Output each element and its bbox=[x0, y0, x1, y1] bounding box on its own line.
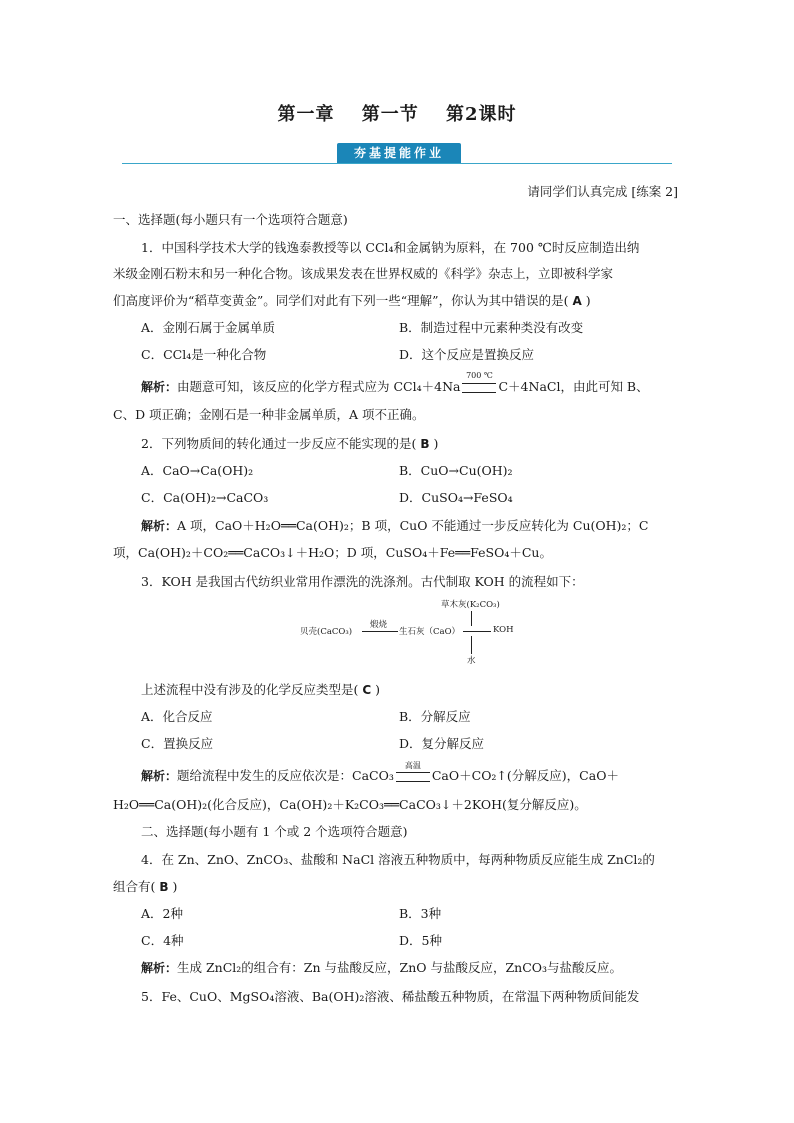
lesson-label: 第2课时 bbox=[446, 104, 517, 125]
practice-note: 请同学们认真完成 [练案 2] bbox=[527, 184, 678, 199]
q4-option-c: C．4种 bbox=[141, 933, 184, 948]
q2-option-c: C．Ca(OH)₂→CaCO₃ bbox=[141, 490, 269, 505]
q2-analysis: 解析：A 项，CaO＋H₂O══Ca(OH)₂；B 项，CuO 不能通过一步反应转化为 Cu(OH)₂；C bbox=[141, 518, 649, 533]
q1-option-b: B．制造过程中元素种类没有改变 bbox=[399, 320, 584, 335]
q3-line1: 3．KOH 是我国古代纺织业常用作漂洗的洗涤剂。古代制取 KOH 的流程如下： bbox=[141, 574, 584, 589]
q3-line2: 上述流程中没有涉及的化学反应类型是( C ) bbox=[141, 682, 381, 697]
q1-option-d: D．这个反应是置换反应 bbox=[399, 347, 535, 362]
q3-answer: C bbox=[362, 683, 372, 697]
page-title bbox=[0, 100, 794, 126]
q2-option-a: A．CaO→Ca(OH)₂ bbox=[141, 463, 254, 478]
q3-option-c: C．置换反应 bbox=[141, 736, 214, 751]
flow-bottom-label: 水 bbox=[467, 656, 476, 666]
q4-analysis: 解析：生成 ZnCl₂的组合有：Zn 与盐酸反应，ZnO 与盐酸反应，ZnCO₃与盐酸反应。 bbox=[141, 960, 623, 975]
q1-line1: 1．中国科学技术大学的钱逸泰教授等以 CCl₄和金属钠为原料，在 700 ℃时反应制造出纳 bbox=[141, 240, 640, 255]
flow-start-label: 贝壳(CaCO₃) bbox=[300, 627, 353, 637]
homework-badge: 夯基提能作业 bbox=[337, 143, 461, 163]
q3-analysis-line2: H₂O══Ca(OH)₂(化合反应)，Ca(OH)₂＋K₂CO₃══CaCO₃↓＋2KOH(复分解反应)。 bbox=[113, 797, 587, 812]
flow-step-label: 煅烧 bbox=[370, 620, 388, 630]
q1-analysis-line2: C、D 项正确；金刚石是一种非金属单质，A 项不正确。 bbox=[113, 407, 425, 422]
header-divider bbox=[122, 163, 672, 164]
q4-line2: 组合有( B ) bbox=[113, 879, 178, 894]
q2-line1: 2．下列物质间的转化通过一步反应不能实现的是( B ) bbox=[141, 436, 439, 451]
q1-option-c: C．CCl₄是一种化合物 bbox=[141, 347, 267, 362]
q4-option-b: B．3种 bbox=[399, 906, 442, 921]
q2-option-d: D．CuSO₄→FeSO₄ bbox=[399, 490, 513, 505]
part1-title: 一、选择题(每小题只有一个选项符合题意) bbox=[113, 212, 348, 227]
chapter-label: 第一章 bbox=[277, 104, 335, 125]
q3-option-a: A．化合反应 bbox=[141, 709, 213, 724]
q4-answer: B bbox=[159, 880, 169, 894]
q3-condition-sign: 高温 bbox=[396, 772, 430, 782]
q2-answer: B bbox=[420, 437, 430, 451]
q3-option-b: B．分解反应 bbox=[399, 709, 471, 724]
flow-arrow-2 bbox=[463, 631, 491, 632]
q1-line3: 们高度评价为“稻草变黄金”。同学们对此有下列一些“理解”，你认为其中错误的是( A ) bbox=[113, 293, 591, 308]
flow-bottom-arrow bbox=[471, 636, 472, 654]
q4-option-d: D．5种 bbox=[399, 933, 442, 948]
part2-title: 二、选择题(每小题有 1 个或 2 个选项符合题意) bbox=[141, 824, 408, 839]
q5-line1: 5．Fe、CuO、MgSO₄溶液、Ba(OH)₂溶液、稀盐酸五种物质，在常温下两种物质间能发 bbox=[141, 989, 640, 1004]
q2-option-b: B．CuO→Cu(OH)₂ bbox=[399, 463, 513, 478]
flow-top-arrow bbox=[471, 611, 472, 626]
q1-answer: A bbox=[572, 294, 582, 308]
q4-option-a: A．2种 bbox=[141, 906, 183, 921]
koh-flow-diagram bbox=[300, 598, 540, 670]
flow-arrow-1 bbox=[362, 631, 398, 632]
q1-line2: 米级金刚石粉末和另一种化合物。该成果发表在世界权威的《科学》杂志上，立即被科学家 bbox=[113, 266, 614, 281]
flow-middle-label: 生石灰（CaO） bbox=[399, 627, 461, 637]
flow-top-label: 草木灰(K₂CO₃) bbox=[441, 600, 500, 610]
q4-line1: 4．在 Zn、ZnO、ZnCO₃、盐酸和 NaCl 溶液五种物质中，每两种物质反应能生成 ZnCl₂的 bbox=[141, 852, 655, 867]
q1-condition-sign: 700 ℃ bbox=[462, 383, 496, 393]
q3-analysis: 解析：题给流程中发生的反应依次是：CaCO₃ 高温 CaO＋CO₂↑(分解反应)，CaO＋ bbox=[141, 760, 619, 783]
q1-analysis: 解析：由题意可知，该反应的化学方程式应为 CCl₄＋4Na 700 ℃ C＋4NaCl，由此可知 B、 bbox=[141, 370, 649, 394]
q1-option-a: A．金刚石属于金属单质 bbox=[141, 320, 276, 335]
section-label: 第一节 bbox=[361, 104, 419, 125]
flow-end-label: KOH bbox=[493, 625, 514, 635]
q3-option-d: D．复分解反应 bbox=[399, 736, 485, 751]
q2-analysis-line2: 项，Ca(OH)₂＋CO₂══CaCO₃↓＋H₂O；D 项，CuSO₄＋Fe══FeSO₄＋Cu。 bbox=[113, 545, 552, 560]
